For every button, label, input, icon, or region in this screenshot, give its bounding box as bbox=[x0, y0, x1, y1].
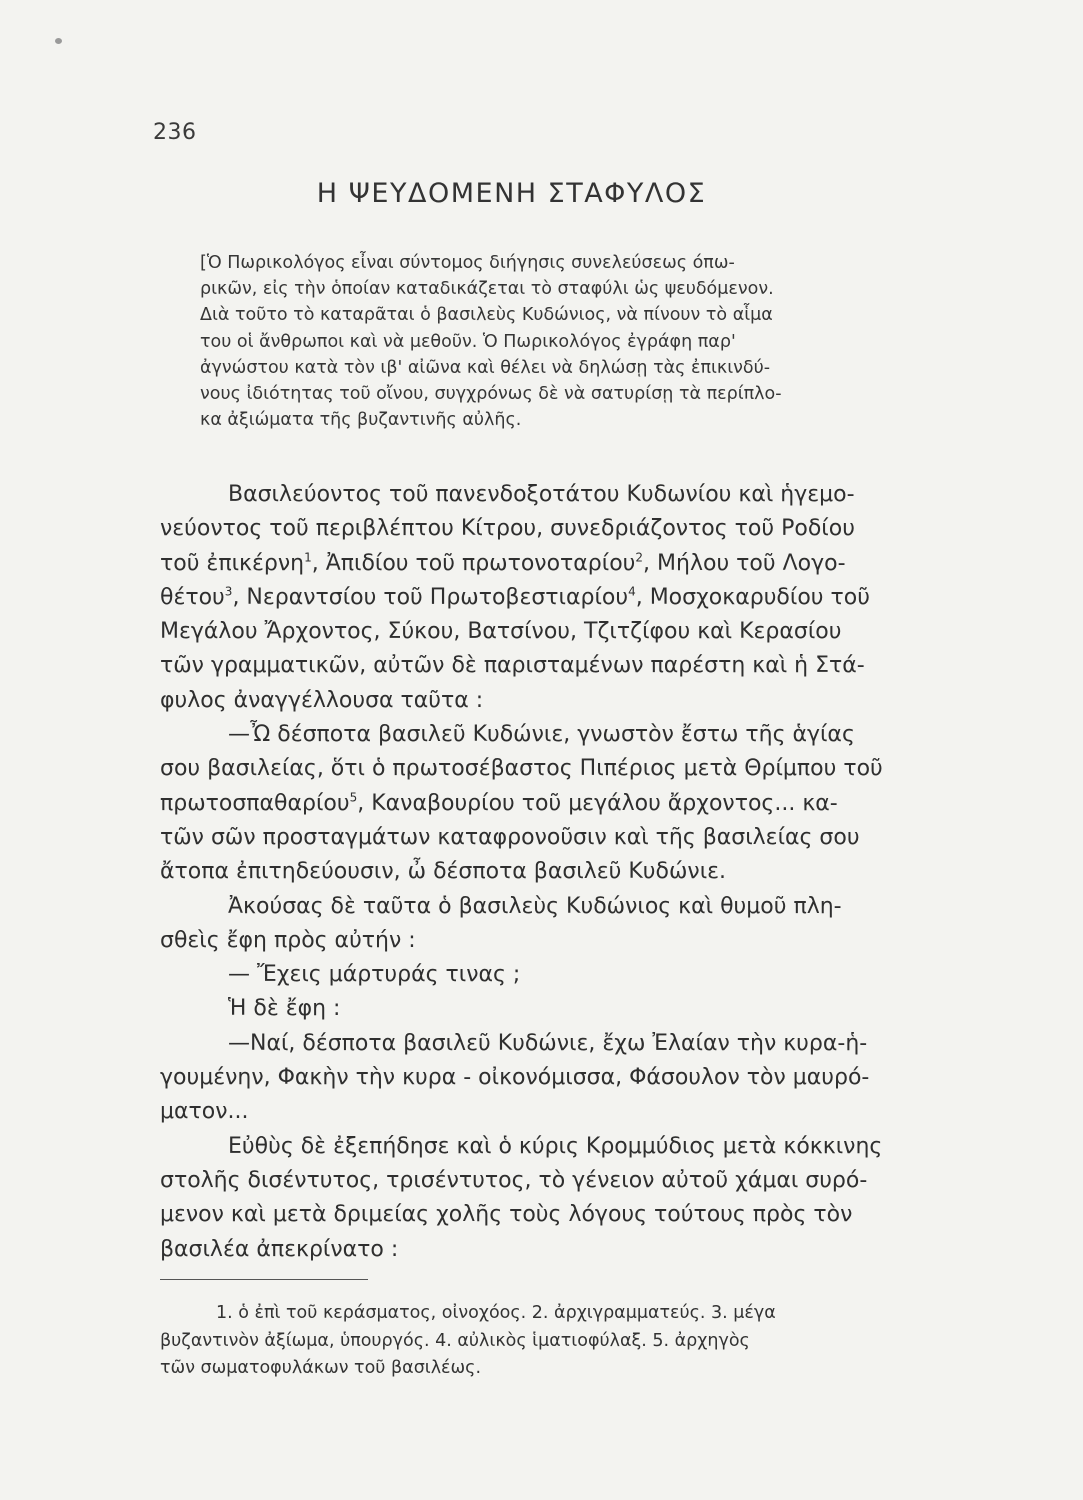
body-line bbox=[160, 547, 1000, 581]
body-text: , Μήλου τοῦ Λογο- bbox=[643, 550, 846, 576]
body-text: , Ἀπιδίου τοῦ πρωτονοταρίου bbox=[311, 550, 636, 576]
body-line: μενον καὶ μετὰ δριμείας χολῆς τοὺς λόγους τούτους πρὸς τὸν bbox=[160, 1202, 853, 1228]
footnote-line: βυζαντινὸν ἀξίωμα, ὑπουργός. 4. αὐλικὸς ἱματιοφύλαξ. 5. ἀρχηγὸς bbox=[160, 1330, 750, 1351]
body-text: τοῦ ἐπικέρνη bbox=[160, 550, 305, 576]
body-line: σου βασιλείας, ὅτι ὁ πρωτοσέβαστος Πιπέριος μετὰ Θρίμπου τοῦ bbox=[160, 756, 883, 782]
abstract-line: Διὰ τοῦτο τὸ καταρᾶται ὁ βασιλεὺς Κυδώνιος, νὰ πίνουν τὸ αἷμα bbox=[200, 305, 773, 326]
body-text: , Μοσχοκαρυδίου τοῦ bbox=[635, 584, 870, 610]
introductory-note bbox=[200, 250, 992, 433]
body-line: φυλος ἀναγγέλλουσα ταῦτα : bbox=[160, 687, 484, 713]
footnotes bbox=[160, 1300, 1000, 1383]
footnote-ref: 2 bbox=[635, 550, 644, 565]
scan-speck bbox=[55, 38, 62, 44]
abstract-line: ἀγνώστου κατὰ τὸν ιβ' αἰῶνα καὶ θέλει νὰ δηλώσῃ τὰς ἐπικινδύ- bbox=[200, 357, 771, 378]
body-line: τῶν γραμματικῶν, αὐτῶν δὲ παρισταμένων παρέστη καὶ ἡ Στά- bbox=[160, 653, 865, 679]
body-text: θέτου bbox=[160, 584, 225, 610]
body-line: τῶν σῶν προσταγμάτων καταφρονοῦσιν καὶ τῆς βασιλείας σου bbox=[160, 824, 860, 850]
abstract-line: νους ἰδιότητας τοῦ οἴνου, συγχρόνως δὲ νὰ σατυρίσῃ τὰ περίπλο- bbox=[200, 384, 782, 405]
chapter-title: Η ΨΕΥΔΟΜΕΝΗ ΣΤΑΦΥΛΟΣ bbox=[316, 178, 707, 209]
body-line: Βασιλεύοντος τοῦ πανενδοξοτάτου Κυδωνίου καὶ ἡγεμο- bbox=[228, 482, 855, 507]
abstract-line: κα ἀξιώματα τῆς βυζαντινῆς αὐλῆς. bbox=[200, 410, 522, 431]
body-line: γουμένην, Φακὴν τὴν κυρα - οἰκονόμισσα, Φάσουλον τὸν μαυρό- bbox=[160, 1065, 870, 1091]
body-line: Μεγάλου Ἄρχοντος, Σύκου, Βατσίνου, Τζιτζίφου καὶ Κερασίου bbox=[160, 619, 842, 645]
abstract-line: ρικῶν, εἰς τὴν ὁποίαν καταδικάζεται τὸ σταφύλι ὡς ψευδόμενον. bbox=[200, 279, 774, 300]
body-line: Ἀκούσας δὲ ταῦτα ὁ βασιλεὺς Κυδώνιος καὶ θυμοῦ πλη- bbox=[228, 893, 842, 919]
footnote-ref: 5 bbox=[349, 790, 358, 805]
body-text: , Καναβουρίου τοῦ μεγάλου ἄρχοντος... κα- bbox=[357, 790, 838, 816]
body-line: Ἡ δὲ ἔφη : bbox=[228, 996, 341, 1022]
abstract-line: του οἱ ἄνθρωποι καὶ νὰ μεθοῦν. Ὁ Πωρικολόγος ἐγράφη παρ' bbox=[200, 331, 736, 352]
footnote-line: 1. ὁ ἐπὶ τοῦ κεράσματος, οἰνοχόος. 2. ἀρχιγραμματεύς. 3. μέγα bbox=[216, 1303, 776, 1323]
footnote-ref: 1 bbox=[304, 550, 312, 565]
body-line bbox=[160, 581, 1000, 615]
body-text: , Νεραντσίου τοῦ Πρωτοβεστιαρίου bbox=[232, 584, 629, 610]
abstract-line: [Ὁ Πωρικολόγος εἶναι σύντομος διήγησις συνελεύσεως όπω- bbox=[200, 253, 735, 273]
body-line: βασιλέα ἀπεκρίνατο : bbox=[160, 1236, 399, 1262]
body-text: πρωτοσπαθαρίου bbox=[160, 790, 350, 816]
body-line: ἄτοπα ἐπιτηδεύουσιν, ὦ δέσποτα βασιλεῦ Κυδώνιε. bbox=[160, 859, 727, 885]
body-line: — Ἔχεις μάρτυράς τινας ; bbox=[228, 962, 521, 988]
body-line: Εὐθὺς δὲ ἐξεπήδησε καὶ ὁ κύρις Κρομμύδιος μετὰ κόκκινης bbox=[228, 1133, 883, 1159]
main-text bbox=[160, 478, 1000, 1267]
body-line: ματον... bbox=[160, 1099, 249, 1125]
footnote-divider bbox=[160, 1279, 368, 1280]
footnote-line: τῶν σωματοφυλάκων τοῦ βασιλέως. bbox=[160, 1358, 482, 1378]
body-line: στολῆς δισέντυτος, τρισέντυτος, τὸ γένειον αὐτοῦ χάμαι συρό- bbox=[160, 1167, 868, 1193]
body-line: —Ναί, δέσποτα βασιλεῦ Κυδώνιε, ἔχω Ἐλαίαν τὴν κυρα-ἡ- bbox=[228, 1030, 868, 1056]
footnote-ref: 4 bbox=[628, 584, 636, 599]
page-number: 236 bbox=[153, 120, 197, 145]
body-line: νεύοντος τοῦ περιβλέπτου Κίτρου, συνεδριάζοντος τοῦ Ροδίου bbox=[160, 516, 855, 542]
footnote-ref: 3 bbox=[224, 584, 233, 599]
body-line: —Ὦ δέσποτα βασιλεῦ Κυδώνιε, γνωστὸν ἔστω τῆς ἁγίας bbox=[228, 722, 855, 748]
body-line bbox=[160, 787, 1000, 821]
body-line: σθεὶς ἔφη πρὸς αὐτήν : bbox=[160, 927, 416, 953]
